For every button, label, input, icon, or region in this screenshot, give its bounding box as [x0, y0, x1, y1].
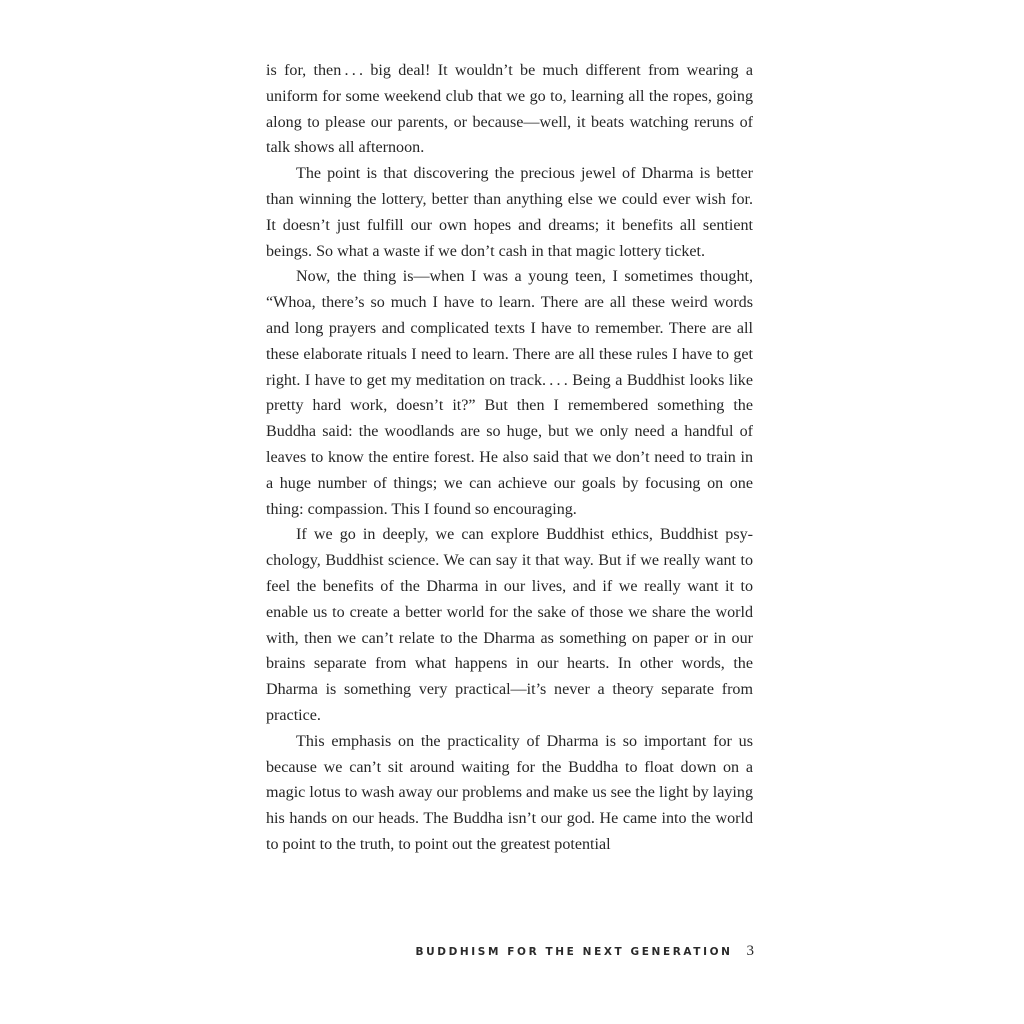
paragraph-dharma-jewel: The point is that discovering the precious jewel of Dharma is better than winning the lottery, better than anything else we could ever wish for. It doesn’t just fulfill our own hopes and dreams; it benefits all sentient beings. So what a waste if we don’t cash in that magic lottery ticket. — [266, 165, 753, 260]
body-text — [266, 58, 753, 858]
paragraph-practicality: This emphasis on the practicality of Dharma is so important for us because we can’t sit around waiting for the Buddha to float down on a magic lotus to wash away our problems and make us see the light by laying his hands on our heads. The Buddha isn’t our god. He came into the world to point to the truth, to point out the greatest potential — [266, 732, 753, 853]
paragraph-young-teen: Now, the thing is—when I was a young teen, I sometimes thought, “Whoa, there’s so much I have to learn. There are all these weird words and long prayers and complicated texts I have to remember. There are all these elaborate rituals I need to learn. There are all these rules I have to get right. I have to get my meditation on track. . . . Being a Buddhist looks like pretty hard work, doesn’t it?” But then I remembered something the Buddha said: the woodlands are so huge, but we only need a handful of leaves to know the entire forest. He also said that we don’t need to train in a huge number of things; we can achieve our goals by focusing on one thing: compassion. This I found so encouraging. — [266, 268, 753, 518]
page-number: 3 — [746, 943, 754, 959]
running-head: BUDDHISM FOR THE NEXT GENERATION — [415, 946, 733, 958]
paragraph-go-deeply: If we go in deeply, we can explore Buddhist ethics, Buddhist psychology, Buddhist science. We can say it that way. But if we really want to feel the benefits of the Dharma in our lives, and if we really want it to enable us to create a better world for the sake of those we share the world with, then we can’t relate to the Dharma as something on paper or in our brains separate from what happens in our hearts. In other words, the Dharma is something very practical—it’s never a theory separate from practice. — [266, 526, 753, 724]
paragraph-continued: is for, then . . . big deal! It wouldn’t be much different from wearing a uniform for some weekend club that we go to, learning all the ropes, going along to please our parents, or because—well, it beats watching reruns of talk shows all afternoon. — [266, 62, 753, 157]
page-footer — [416, 943, 754, 960]
